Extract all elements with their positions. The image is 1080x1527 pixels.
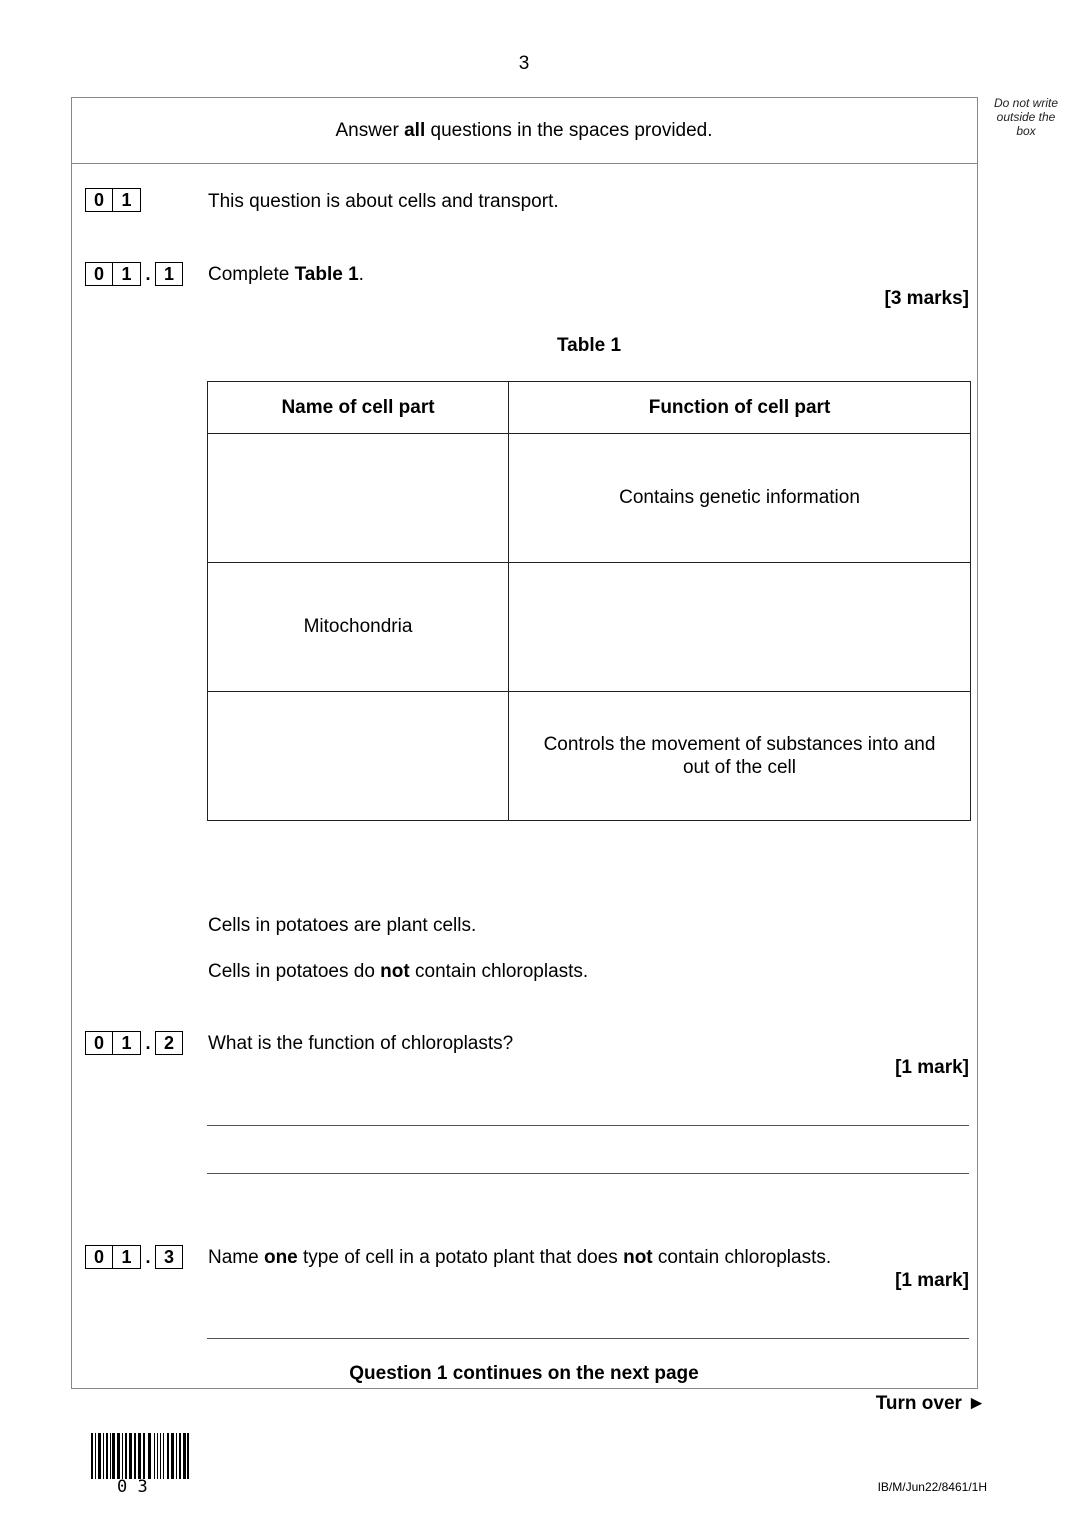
table-title: Table 1 [556,335,622,356]
q013-text: Name one type of cell in a potato plant that does not contain chloroplasts. [208,1247,832,1268]
question-number-01 [85,188,141,212]
digit: 0 [85,1245,113,1269]
digit: 2 [155,1031,183,1055]
instruction: Answer all questions in the spaces provided. [335,120,713,141]
page-number: 3 [518,53,530,74]
answer-line[interactable] [207,1125,969,1126]
continues-note: Question 1 continues on the next page [349,1363,699,1384]
barcode-number: 0 3 [117,1477,148,1497]
digit: 1 [113,1245,141,1269]
digit: 0 [85,1031,113,1055]
marks-label: [3 marks] [884,288,969,309]
column-header: Function of cell part [509,382,971,434]
table-cell: Contains genetic information [509,434,971,563]
table-cell: Controls the movement of substances into and out of the cell [509,692,971,821]
turn-over: Turn over ► [875,1393,986,1414]
barcode-icon [91,1433,189,1479]
q011-text: Complete Table 1. [208,264,364,285]
footer-code: IB/M/Jun22/8461/1H [877,1480,987,1494]
q01-text: This question is about cells and transport. [208,191,559,212]
marks-label: [1 mark] [895,1057,969,1078]
digit: 3 [155,1245,183,1269]
answer-cell[interactable] [509,563,971,692]
marks-label: [1 mark] [895,1270,969,1291]
table-cell: Mitochondria [208,563,509,692]
digit: 1 [113,262,141,286]
digit: 1 [113,188,141,212]
context-line-2: Cells in potatoes do not contain chloroplasts. [208,961,589,982]
digit: 0 [85,262,113,286]
margin-note: Do not write outside the box [993,96,1059,138]
header-divider [71,163,977,164]
question-number-01-1: 0 1 . 1 [85,262,183,286]
answer-cell[interactable] [208,434,509,563]
digit: 1 [155,262,183,286]
question-number-01-2: 0 1 . 2 [85,1031,183,1055]
answer-line[interactable] [207,1338,969,1339]
digit: 1 [113,1031,141,1055]
column-header: Name of cell part [208,382,509,434]
q012-text: What is the function of chloroplasts? [208,1033,514,1054]
digit: 0 [85,188,113,212]
cell-parts-table [207,381,971,821]
answer-cell[interactable] [208,692,509,821]
context-line-1: Cells in potatoes are plant cells. [208,915,477,936]
question-number-01-3: 0 1 . 3 [85,1245,183,1269]
answer-line[interactable] [207,1173,969,1174]
